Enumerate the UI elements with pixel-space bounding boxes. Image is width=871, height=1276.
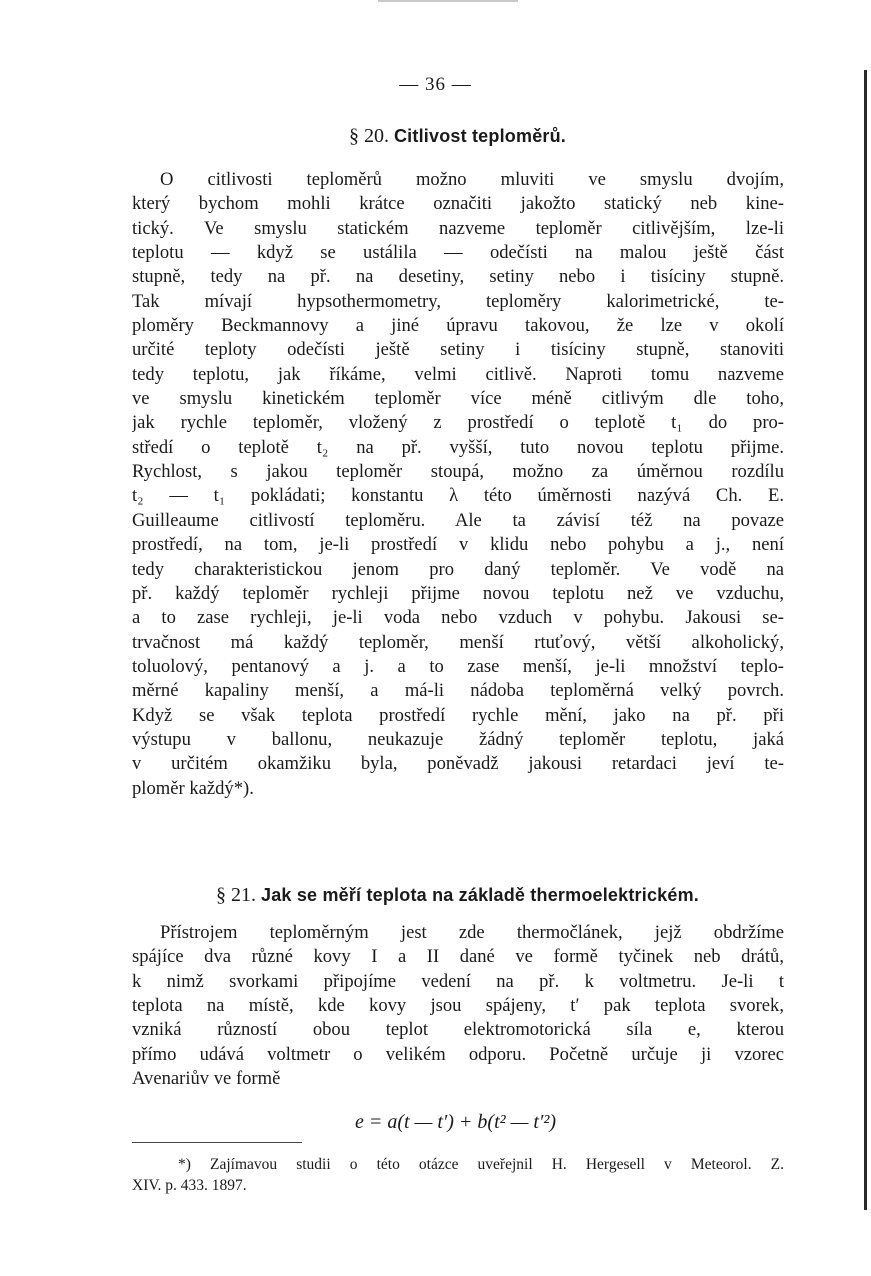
section-21-text-line: spájíce dva různé kovy I a II dané ve formě tyčinek neb drátů, <box>132 946 784 968</box>
section-20-title: Citlivost teploměrů. <box>393 126 567 146</box>
section-20-text-line: středí o teplotě t₂ na př. vyšší, tuto novou teplotu přijme. <box>132 436 784 458</box>
section-21-text-line: k nimž svorkami připojíme vedení na př. k voltmetru. Je-li t <box>132 970 784 992</box>
section-21-text-line: teplota na místě, kde kovy jsou spájeny, t′ pak teplota svorek, <box>132 995 784 1017</box>
section-20-text-line: Rychlost, s jakou teploměr stoupá, možno za úměrnou rozdílu <box>132 461 784 483</box>
footnote-text-line: XIV. p. 433. 1897. <box>132 1177 247 1194</box>
section-20-text-line: tický. Ve smyslu statickém nazveme teploměr citlivějším, lze-li <box>132 217 784 239</box>
section-20-text-line: Když se však teplota prostředí rychle mění, jako na př. při <box>132 704 784 726</box>
section-21-text-line: přímo udává voltmetr o velikém odporu. Početně určuje ji vzorec <box>132 1043 784 1065</box>
section-20-text-line: prostředí, na tom, je-li prostředí v klidu nebo pohybu a j., není <box>132 534 784 556</box>
section-20-text-line: př. každý teploměr rychleji přijme novou teplotu než ve vzduchu, <box>132 582 784 604</box>
section-20-text-line: tedy teplotu, jak říkáme, velmi citlivě. Naproti tomu nazveme <box>132 363 784 385</box>
section-20-text-line: měrné kapaliny menší, a má-li nádoba teploměrná velký povrch. <box>132 680 784 702</box>
section-20-text-line: ploměry Beckmannovy a jiné úpravu takovou, že lze v okolí <box>132 315 784 337</box>
section-20-heading <box>130 125 785 148</box>
section-20-text-line: ve smyslu kinetickém teploměr více méně citlivým dle toho, <box>132 388 784 410</box>
section-20-body <box>132 168 784 801</box>
section-20-text-line: ploměr každý*). <box>132 777 254 799</box>
section-20-text-line: stupně, tedy na př. na desetiny, setiny nebo i tisíciny stupně. <box>132 266 784 288</box>
page-number: — 36 — <box>399 74 472 95</box>
section-21-number: § 21. <box>215 884 256 906</box>
section-20-text-line: t₂ — t₁ pokládati; konstantu λ této úměrnosti nazývá Ch. E. <box>132 485 784 507</box>
section-20-number: § 20. <box>348 125 389 147</box>
section-21-title: Jak se měří teplota na základě thermoelektrickém. <box>260 885 699 905</box>
section-20-text-line: v určitém okamžiku byla, poněvadž jakousi retardaci jeví te- <box>132 753 784 775</box>
section-21-text-line: Přístrojem teploměrným jest zde thermočlánek, jejž obdržíme <box>160 922 784 943</box>
section-21-heading <box>130 884 785 907</box>
section-20-text-line: určité teploty odečísti ještě setiny i tisíciny stupně, stanoviti <box>132 339 784 361</box>
section-21-body <box>132 921 784 1091</box>
footnote <box>132 1154 784 1196</box>
section-20-text-line: Guilleaume citlivostí teploměru. Ale ta závisí též na povaze <box>132 509 784 531</box>
footnote-text-line: *) Zajímavou studii o této otázce uveřejnil H. Hergesell v Meteorol. Z. <box>178 1156 784 1173</box>
section-20-text-line: teplotu — když se ustálila — odečísti na malou ještě část <box>132 242 784 264</box>
section-20-text-line: Tak mívají hypsothermometry, teploměry kalorimetrické, te- <box>132 290 784 312</box>
section-20-text-line: jak rychle teploměr, vložený z prostředí o teplotě t₁ do pro- <box>132 412 784 434</box>
section-20-text-line: který bychom mohli krátce označiti jakožto statický neb kine- <box>132 193 784 215</box>
page-edge-shadow <box>864 70 867 1210</box>
section-21-text-line: vzniká růzností obou teplot elektromotorická síla e, kterou <box>132 1019 784 1041</box>
section-20-text-line: toluolový, pentanový a j. a to zase menší, je-li množství teplo- <box>132 655 784 677</box>
section-20-text-line: tedy charakteristickou jenom pro daný teploměr. Ve vodě na <box>132 558 784 580</box>
section-20-text-line: trvačnost má každý teploměr, menší rtuťový, větší alkoholický, <box>132 631 784 653</box>
section-20-text-line: výstupu v ballonu, neukazuje žádný teploměr teplotu, jaká <box>132 728 784 750</box>
section-21-text-line: Avenariův ve formě <box>132 1068 281 1090</box>
section-20-text-line: O citlivosti teploměrů možno mluviti ve smyslu dvojím, <box>160 169 784 190</box>
avenarius-formula: e = a(t — t′) + b(t² — t′²) <box>354 1111 557 1133</box>
section-20-text-line: a to zase rychleji, je-li voda nebo vzduch v pohybu. Jakousi se- <box>132 607 784 629</box>
scan-top-mark <box>378 0 518 2</box>
footnote-rule <box>132 1142 302 1143</box>
